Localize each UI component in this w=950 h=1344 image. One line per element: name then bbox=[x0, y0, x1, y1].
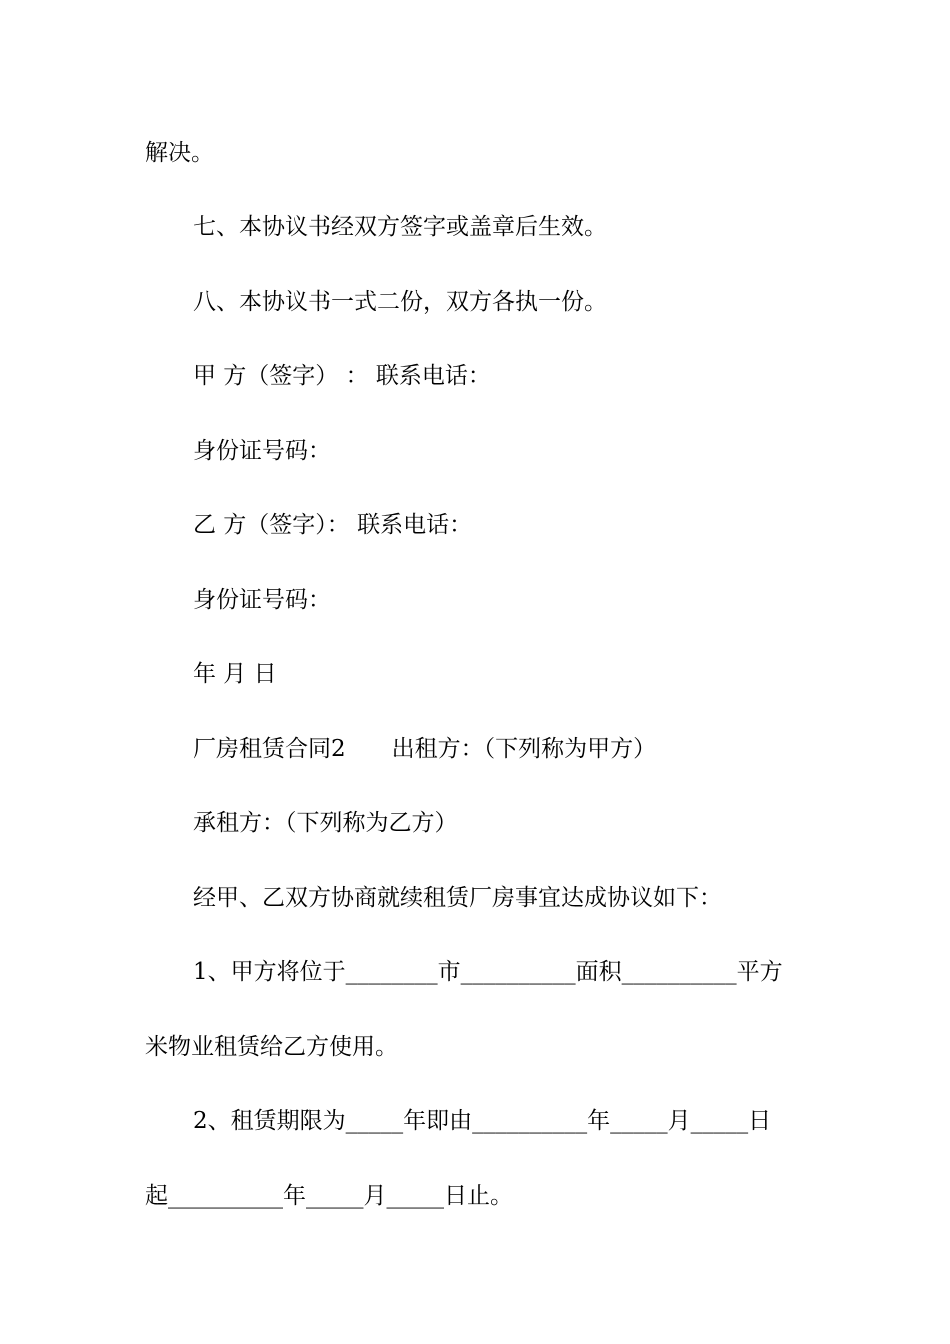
lessee-line: 承租方：（下列称为乙方） bbox=[193, 810, 458, 836]
party-a-signature-line: 甲 方（签字） ： 联系电话： bbox=[193, 363, 491, 389]
clause-eight: 八、本协议书一式二份，双方各执一份。 bbox=[193, 289, 607, 315]
clause-two-term: 2、租赁期限为_____年即由__________年_____月_____日 bbox=[193, 1108, 772, 1134]
contract-two-title-lessor: 厂房租赁合同2 出租方：（下列称为甲方） bbox=[193, 736, 657, 762]
clause-one-continuation: 米物业租赁给乙方使用。 bbox=[145, 1034, 398, 1060]
clause-one-location: 1、甲方将位于________市__________面积__________平方 bbox=[193, 959, 783, 985]
clause-seven: 七、本协议书经双方签字或盖章后生效。 bbox=[193, 214, 607, 240]
clause-two-continuation: 起__________年_____月_____日止。 bbox=[145, 1183, 513, 1209]
party-b-id-number-line: 身份证号码： bbox=[193, 587, 331, 613]
agreement-intro: 经甲、乙双方协商就续租赁厂房事宜达成协议如下： bbox=[193, 885, 722, 911]
date-line: 年 月 日 bbox=[193, 661, 277, 687]
party-b-signature-line: 乙 方（签字）： 联系电话： bbox=[193, 512, 473, 538]
party-a-id-number-line: 身份证号码： bbox=[193, 438, 331, 464]
paragraph-continuation: 解决。 bbox=[145, 140, 214, 166]
